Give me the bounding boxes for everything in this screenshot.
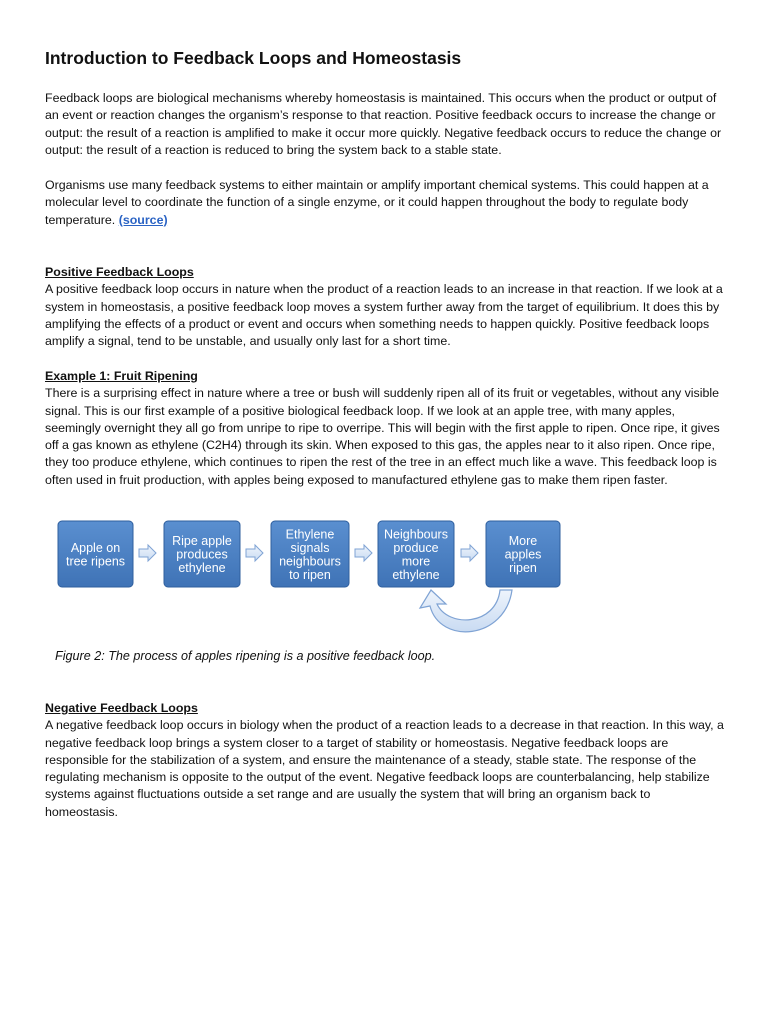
positive-feedback-body: A positive feedback loop occurs in nature when the product of a reaction leads to an increase in that reaction. If we look at a system in homeostasis, a positive feedback loop moves a system further away from the target of equilibrium. It does this by amplifying the effects of a product or event and occurs when something needs to happen quickly. Positive feedback loops amplify a signal, tend to be unstable, and usually only last for a short time.	[45, 282, 723, 349]
flow-step-label: ethylene	[178, 561, 226, 575]
flow-step-label: Ripe apple	[172, 534, 232, 548]
flow-arrow-4	[461, 545, 478, 561]
negative-feedback-body: A negative feedback loop occurs in biology when the product of a reaction leads to a decrease in that reaction. In this way, a negative feedback loop brings a system closer to a target of stability or homeostasis. Negative feedback loops are responsible for the stabilization of a system, and ensure the maintenance of a steady, stable state. The response of the regulating mechanism is opposite to the output of the event. Negative feedback loops are counterbalancing, help stabilize systems against fluctuations outside a set range and are usually the system that will bring an organism back to homeostasis.	[45, 718, 724, 819]
flow-step-label: ripen	[509, 561, 537, 575]
flow-step-2	[164, 521, 240, 587]
flow-step-label: neighbours	[279, 554, 341, 569]
flow-step-label: more	[401, 554, 431, 569]
source-link[interactable]: (source)	[118, 212, 168, 227]
flow-step-label: Ethylene	[285, 527, 335, 542]
flow-step-label: to ripen	[289, 567, 331, 582]
flow-step-label: produce	[393, 540, 439, 555]
intro-paragraph-1: Feedback loops are biological mechanisms whereby homeostasis is maintained. This occurs when the product or output of an event or reaction changes the organism’s response to that reaction. Positive feedback occurs to increase the change or output: the result of a reaction is amplified to make it occur more quickly. Negative feedback occurs to reduce the change or output: the result of a reaction is reduced to bring the system back to a stable state.	[45, 91, 722, 157]
flow-step-label: tree ripens	[65, 554, 126, 569]
flow-arrow-1	[139, 545, 156, 561]
flow-step-label: signals	[290, 540, 330, 555]
flow-step-label: apples	[504, 547, 542, 562]
negative-feedback-section	[45, 700, 725, 821]
flow-step-4	[378, 521, 454, 587]
figure-caption: Figure 2: The process of apples ripening is a positive feedback loop.	[55, 649, 436, 663]
flow-step-1	[58, 521, 133, 587]
intro-paragraph-2-text: Organisms use many feedback systems to either maintain or amplify important chemical systems. This could happen at a molecular level to coordinate the function of a single enzyme, or it could happen throughout the body to regulate body temperature.	[45, 178, 709, 227]
example1-heading: Example 1: Fruit Ripening	[45, 369, 198, 383]
example1-body: There is a surprising effect in nature where a tree or bush will suddenly ripen all of its fruit or vegetables, without any visible signal. This is our first example of a positive biological feedback loop. If we look at an apple tree, with many apples, seemingly overnight they all go from unripe to ripe to overripe. This will begin with the first apple to ripen. Once ripe, it gives off a gas known as ethylene (C2H4) through its skin. When exposed to this gas, the apples near to it also ripen. Once ripe, they too produce ethylene, which continues to ripen the rest of the tree in an effect much like a wave. This feedback loop is often used in fruit production, with apples being exposed to manufactured ethylene gas to make them ripen faster.	[45, 386, 720, 487]
flow-step-label: Apple on	[70, 540, 121, 555]
flow-step-label: More	[508, 534, 538, 548]
negative-feedback-heading: Negative Feedback Loops	[45, 701, 198, 715]
flow-step-5	[486, 521, 560, 587]
flow-step-label: produces	[176, 547, 228, 562]
page-title: Introduction to Feedback Loops and Homeostasis	[45, 48, 462, 68]
flow-arrow-2	[246, 545, 263, 561]
feedback-loop-arrow	[420, 590, 512, 632]
flow-step-label: ethylene	[392, 567, 440, 582]
flow-step-3	[271, 521, 349, 587]
positive-feedback-heading: Positive Feedback Loops	[45, 265, 194, 279]
flow-step-label: Neighbours	[384, 527, 448, 542]
flow-arrow-3	[355, 545, 372, 561]
